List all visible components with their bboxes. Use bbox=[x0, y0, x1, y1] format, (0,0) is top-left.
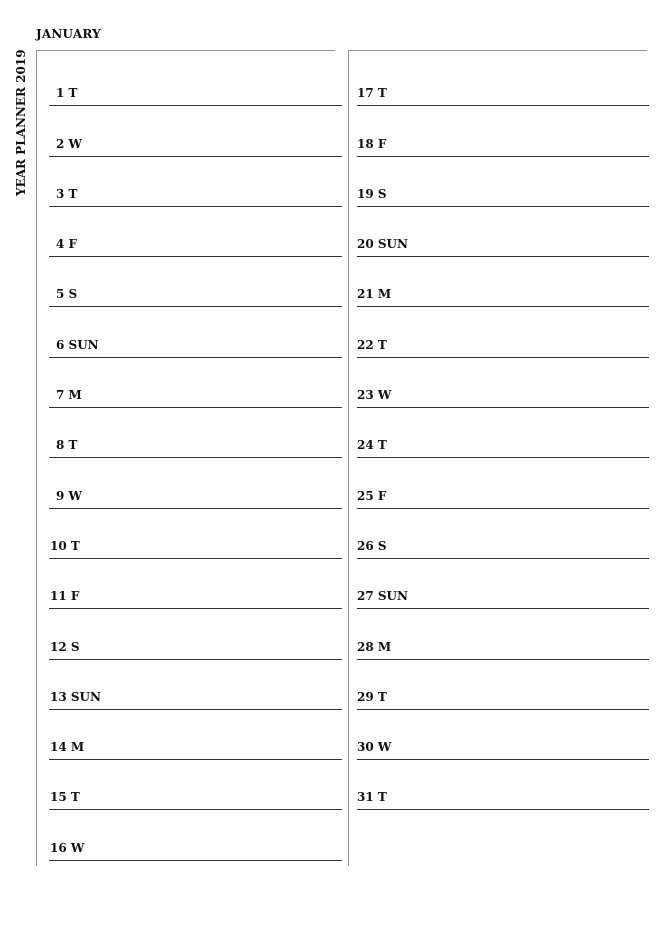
day-label: 4 F bbox=[56, 237, 78, 252]
day-label: 9 W bbox=[56, 488, 83, 503]
day-label: 1 T bbox=[56, 86, 78, 101]
planner-title: YEAR PLANNER 2019 bbox=[14, 49, 28, 196]
day-label: 26 S bbox=[357, 538, 387, 553]
day-label: 8 T bbox=[56, 438, 78, 453]
day-row[interactable] bbox=[49, 810, 342, 860]
day-row[interactable] bbox=[49, 760, 342, 810]
day-row[interactable] bbox=[49, 207, 342, 257]
day-row[interactable] bbox=[357, 509, 649, 559]
day-row[interactable] bbox=[357, 56, 649, 106]
day-label: 13 SUN bbox=[50, 689, 101, 704]
day-row[interactable] bbox=[49, 56, 342, 106]
left-column-top-rule bbox=[36, 50, 335, 51]
day-label: 14 M bbox=[50, 740, 85, 755]
day-label: 29 T bbox=[357, 689, 387, 704]
day-label: 19 S bbox=[357, 186, 387, 201]
day-row[interactable] bbox=[357, 458, 649, 508]
day-row[interactable] bbox=[357, 408, 649, 458]
day-label: 20 SUN bbox=[357, 237, 408, 252]
day-label: 2 W bbox=[56, 136, 83, 151]
day-label: 3 T bbox=[56, 186, 78, 201]
day-label: 21 M bbox=[357, 287, 392, 302]
day-label: 31 T bbox=[357, 790, 387, 805]
day-row[interactable] bbox=[357, 358, 649, 408]
day-row[interactable] bbox=[357, 660, 649, 710]
day-label: 27 SUN bbox=[357, 589, 408, 604]
day-row[interactable] bbox=[357, 760, 649, 810]
right-column-side-rule bbox=[348, 50, 349, 866]
day-row[interactable] bbox=[357, 609, 649, 659]
day-label: 6 SUN bbox=[56, 337, 99, 352]
day-label: 28 M bbox=[357, 639, 392, 654]
day-row[interactable] bbox=[49, 106, 342, 156]
day-row[interactable] bbox=[49, 458, 342, 508]
day-label: 18 F bbox=[357, 136, 387, 151]
day-row[interactable] bbox=[357, 157, 649, 207]
day-row[interactable] bbox=[357, 710, 649, 760]
day-label: 24 T bbox=[357, 438, 387, 453]
day-label: 7 M bbox=[56, 388, 82, 403]
writing-line bbox=[49, 860, 342, 861]
day-row[interactable] bbox=[49, 307, 342, 357]
left-column-side-rule bbox=[36, 50, 37, 866]
day-label: 23 W bbox=[357, 388, 392, 403]
day-row[interactable] bbox=[49, 408, 342, 458]
day-row[interactable] bbox=[49, 509, 342, 559]
day-row[interactable] bbox=[49, 157, 342, 207]
writing-line bbox=[357, 809, 649, 810]
day-row[interactable] bbox=[49, 710, 342, 760]
day-label: 22 T bbox=[357, 337, 387, 352]
day-label: 12 S bbox=[50, 639, 80, 654]
day-row[interactable] bbox=[357, 207, 649, 257]
day-label: 11 F bbox=[50, 589, 80, 604]
day-row[interactable] bbox=[49, 609, 342, 659]
right-column-top-rule bbox=[348, 50, 647, 51]
day-row[interactable] bbox=[49, 559, 342, 609]
day-label: 25 F bbox=[357, 488, 387, 503]
day-row[interactable] bbox=[49, 660, 342, 710]
day-row[interactable] bbox=[49, 257, 342, 307]
day-label: 10 T bbox=[50, 538, 80, 553]
day-row[interactable] bbox=[357, 257, 649, 307]
day-row[interactable] bbox=[357, 106, 649, 156]
day-label: 15 T bbox=[50, 790, 80, 805]
day-row[interactable] bbox=[49, 358, 342, 408]
month-title: JANUARY bbox=[36, 27, 101, 41]
day-row[interactable] bbox=[357, 559, 649, 609]
day-row[interactable] bbox=[357, 307, 649, 357]
day-label: 16 W bbox=[50, 840, 85, 855]
left-day-column bbox=[49, 56, 342, 861]
day-label: 30 W bbox=[357, 740, 392, 755]
day-label: 5 S bbox=[56, 287, 78, 302]
day-label: 17 T bbox=[357, 86, 387, 101]
right-day-column bbox=[357, 56, 649, 810]
